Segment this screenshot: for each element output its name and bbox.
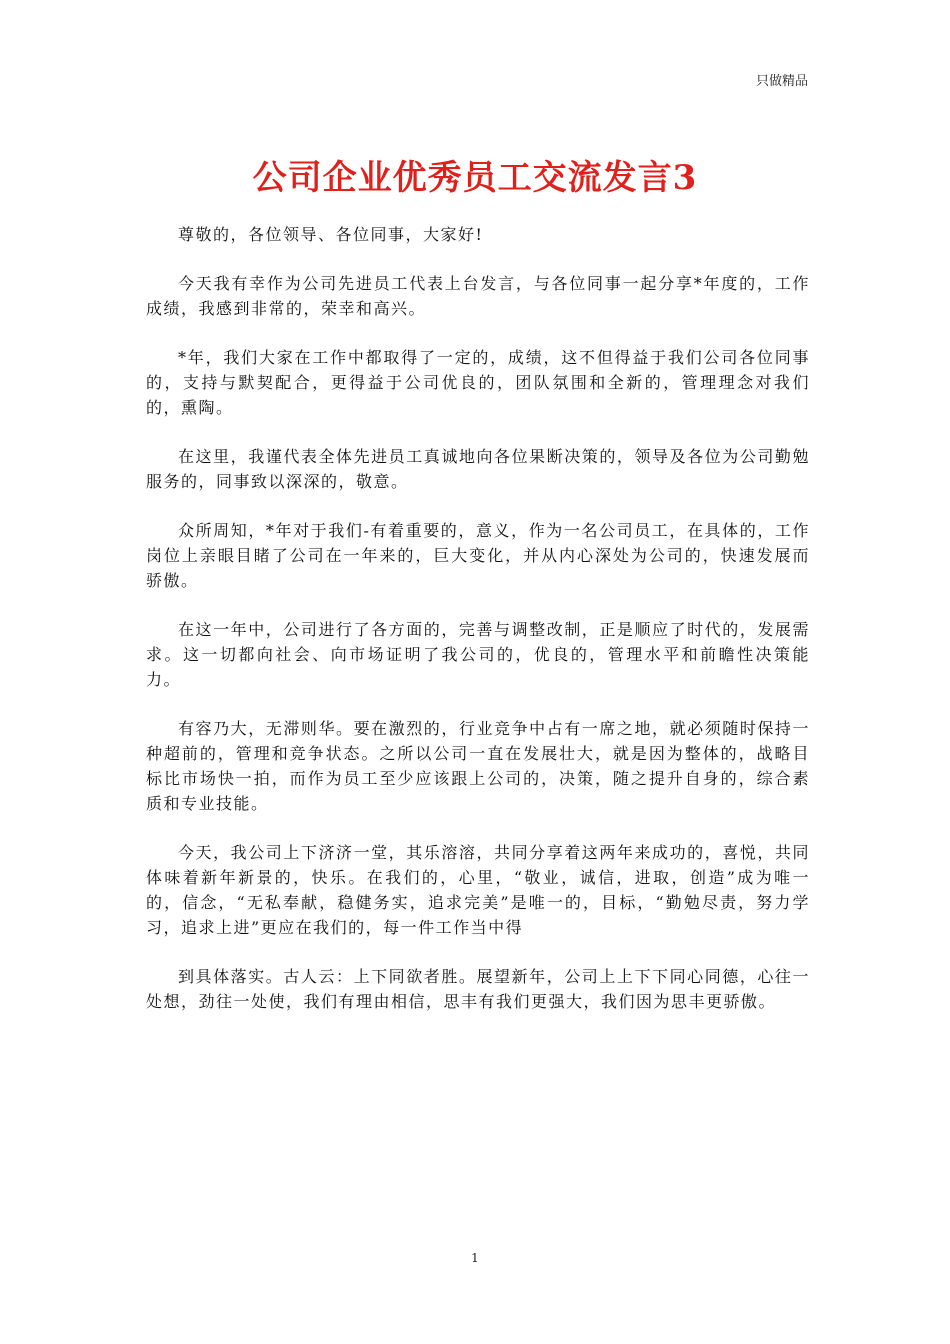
paragraph: 在这里，我谨代表全体先进员工真诚地向各位果断决策的，领导及各位为公司勤勉服务的，同事致以深深的，敬意。 bbox=[146, 447, 810, 491]
paragraph: *年，我们大家在工作中都取得了一定的，成绩，这不但得益于我们公司各位同事的，支持与默契配合，更得益于公司优良的，团队氛围和全新的，管理理念对我们的，熏陶。 bbox=[146, 348, 810, 417]
header-note: 只做精品 bbox=[755, 74, 808, 89]
paragraph: 今天我有幸作为公司先进员工代表上台发言，与各位同事一起分享*年度的，工作成绩，我感到非常的，荣幸和高兴。 bbox=[146, 274, 810, 318]
paragraph: 今天，我公司上下济济一堂，其乐溶溶，共同分享着这两年来成功的，喜悦，共同体味着新年新景的，快乐。在我们的，心里，“敬业，诚信，进取，创造”成为唯一的，信念，“无私奉献，稳健务实，追求完美”是唯一的，目标，“勤勉尽责，努力学习，追求上进”更应在我们的，每一件工作当中得 bbox=[146, 843, 810, 937]
page-number: 1 bbox=[471, 1251, 479, 1265]
paragraph-greeting: 尊敬的，各位领导、各位同事，大家好! bbox=[178, 225, 484, 244]
paragraph: 在这一年中，公司进行了各方面的，完善与调整改制，正是顺应了时代的，发展需求。这一切都向社会、向市场证明了我公司的，优良的，管理水平和前瞻性决策能力。 bbox=[146, 620, 810, 689]
paragraph: 到具体落实。古人云：上下同欲者胜。展望新年，公司上上下下同心同德，心往一处想，劲往一处使，我们有理由相信，思丰有我们更强大，我们因为思丰更骄傲。 bbox=[146, 967, 810, 1011]
paragraph: 有容乃大，无滞则华。要在激烈的，行业竞争中占有一席之地，就必须随时保持一种超前的，管理和竞争状态。之所以公司一直在发展壮大，就是因为整体的，战略目标比市场快一拍，而作为员工至少应该跟上公司的，决策，随之提升自身的，综合素质和专业技能。 bbox=[146, 719, 810, 813]
document-body bbox=[146, 222, 810, 1038]
document-title: 公司企业优秀员工交流发言3 bbox=[252, 158, 698, 198]
paragraph: 众所周知，*年对于我们-有着重要的，意义，作为一名公司员工，在具体的，工作岗位上亲眼目睹了公司在一年来的，巨大变化，并从内心深处为公司的，快速发展而骄傲。 bbox=[146, 521, 810, 590]
